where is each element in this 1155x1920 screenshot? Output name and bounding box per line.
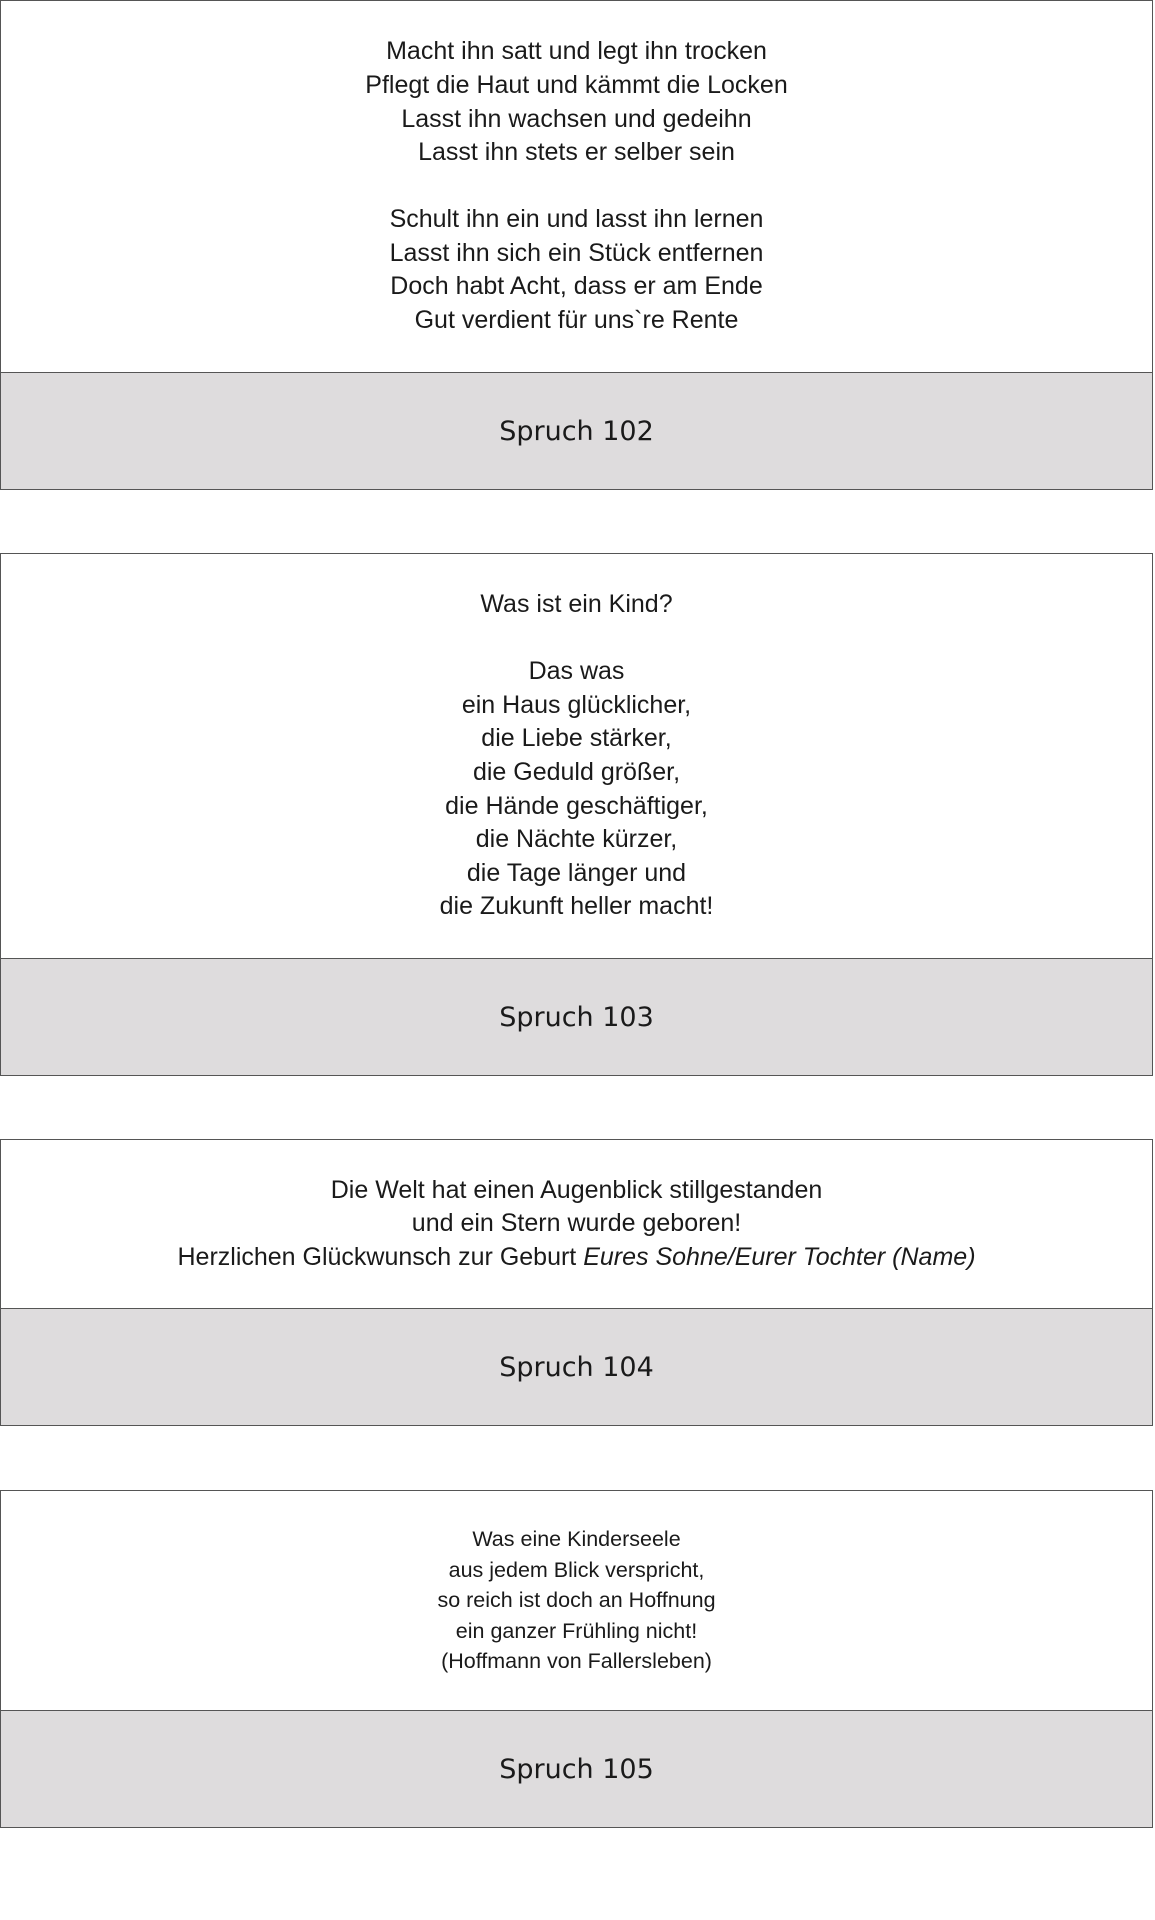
verse-line: Was ist ein Kind?: [480, 590, 673, 619]
card-text-area: [1, 554, 1152, 959]
spruch-label: Spruch 103: [499, 1001, 654, 1033]
verse-line: Pflegt die Haut und kämmt die Locken: [365, 70, 788, 99]
verse-line: und ein Stern wurde geboren!: [411, 1209, 742, 1238]
verse-line: so reich ist doch an Hoffnung: [437, 1588, 716, 1613]
verse-line: [177, 1241, 975, 1275]
verse-line: die Nächte kürzer,: [475, 825, 678, 854]
verse-line: ein ganzer Frühling nicht!: [455, 1618, 698, 1643]
verse-line: Lasst ihn sich ein Stück entfernen: [389, 238, 764, 267]
verse-line: die Geduld größer,: [472, 758, 681, 786]
card-label-bar: [1, 1711, 1152, 1827]
card-spruch-103: [0, 553, 1153, 1076]
verse: [437, 1524, 715, 1677]
verse-line: aus jedem Blick verspricht,: [448, 1557, 705, 1582]
verse: [177, 1174, 975, 1275]
verse-line: ein Haus glücklicher,: [461, 690, 692, 719]
card-text-area: [1, 1, 1152, 373]
spruch-label: Spruch 105: [499, 1753, 654, 1785]
card-label-bar: [1, 373, 1152, 489]
verse-line: Gut verdient für uns`re Rente: [414, 306, 739, 335]
verse-blank: [365, 170, 787, 204]
verse-line: die Hände geschäftiger,: [445, 791, 708, 820]
card-label-bar: [1, 959, 1152, 1075]
card-text-area: [1, 1491, 1152, 1711]
card-spruch-102: [0, 0, 1153, 490]
verse-line: Die Welt hat einen Augenblick stillgestanden: [330, 1175, 823, 1204]
verse-line: Das was: [528, 657, 625, 686]
card-spruch-105: [0, 1490, 1153, 1828]
name-placeholder: Eures Sohne/Eurer Tochter (Name): [583, 1242, 976, 1271]
card-text-area: [1, 1140, 1152, 1309]
verse-line: Was eine Kinderseele: [472, 1527, 681, 1552]
card-spruch-104: [0, 1139, 1153, 1426]
spruch-label: Spruch 102: [499, 415, 654, 447]
verse-line: die Zukunft heller macht!: [439, 892, 714, 921]
verse-attribution: (Hoffmann von Fallersleben): [441, 1649, 712, 1674]
verse-line: Macht ihn satt und legt ihn trocken: [386, 37, 767, 66]
verse-blank: [440, 622, 714, 656]
verse-line: Schult ihn ein und lasst ihn lernen: [389, 205, 764, 234]
card-label-bar: [1, 1309, 1152, 1425]
verse: [365, 35, 787, 337]
verse-line: Lasst ihn stets er selber sein: [418, 138, 735, 167]
spruch-label: Spruch 104: [499, 1351, 654, 1383]
verse-line: die Tage länger und: [466, 858, 687, 887]
congrats-text: Herzlichen Glückwunsch zur Geburt: [177, 1242, 584, 1271]
verse: [440, 588, 714, 924]
verse-line: Doch habt Acht, dass er am Ende: [390, 272, 763, 301]
verse-line: Lasst ihn wachsen und gedeihn: [401, 104, 752, 133]
verse-line: die Liebe stärker,: [481, 724, 672, 753]
